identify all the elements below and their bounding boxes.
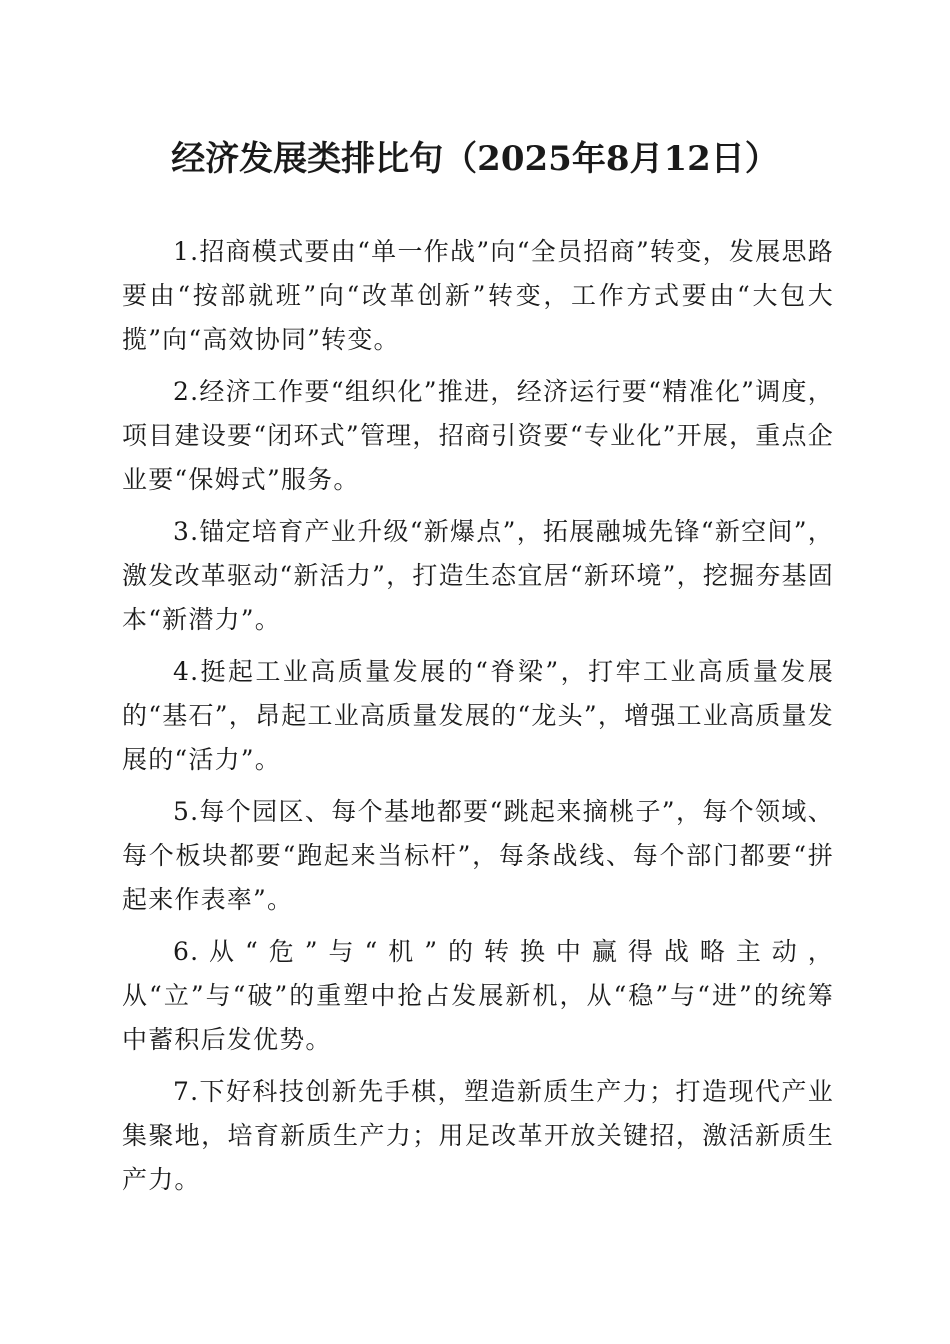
paragraph-3: 3.锚定培育产业升级“新爆点”，拓展融城先锋“新空间”，激发改革驱动“新活力”，打造生态宜居“新环境”，挖掘夯基固本“新潜力”。 [122,517,834,634]
paragraph-6: 6.从“危”与“机”的转换中赢得战略主动，从“立”与“破”的重塑中抢占发展新机，从“稳”与“进”的统筹中蓄积后发优势。 [122,937,834,1054]
paragraph-5: 5.每个园区、每个基地都要“跳起来摘桃子”，每个领域、每个板块都要“跑起来当标杆”，每条战线、每个部门都要“拼起来作表率”。 [122,797,834,914]
document-body [122,230,834,1210]
paragraph-4: 4.挺起工业高质量发展的“脊梁”，打牢工业高质量发展的“基石”，昂起工业高质量发展的“龙头”，增强工业高质量发展的“活力”。 [122,657,834,774]
paragraph-7: 7.下好科技创新先手棋，塑造新质生产力；打造现代产业集聚地，培育新质生产力；用足改革开放关键招，激活新质生产力。 [122,1077,834,1194]
paragraph-2: 2.经济工作要“组织化”推进，经济运行要“精准化”调度，项目建设要“闭环式”管理，招商引资要“专业化”开展，重点企业要“保姆式”服务。 [122,377,834,494]
paragraph-1: 1.招商模式要由“单一作战”向“全员招商”转变，发展思路要由“按部就班”向“改革创新”转变，工作方式要由“大包大揽”向“高效协同”转变。 [122,237,834,354]
document-title: 经济发展类排比句（2025年8月12日） [171,139,779,179]
